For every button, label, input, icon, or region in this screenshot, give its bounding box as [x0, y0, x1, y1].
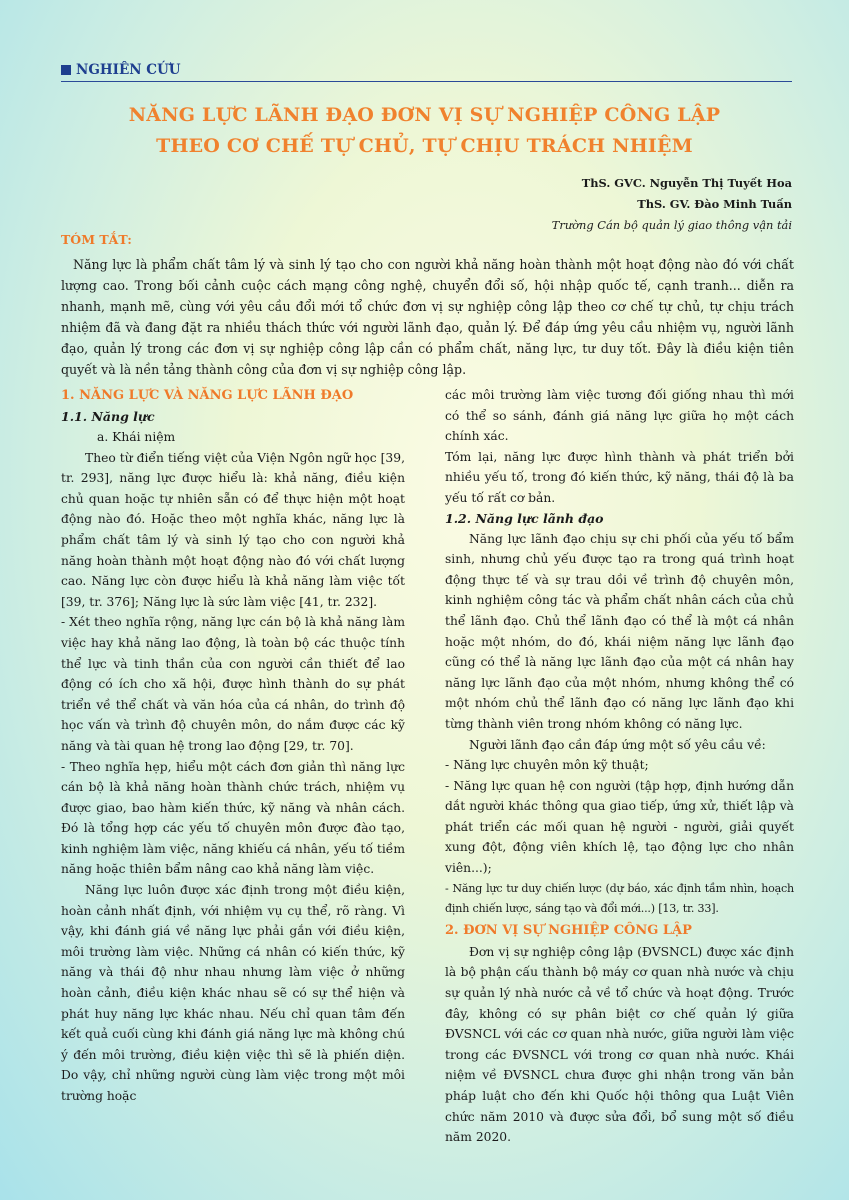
header-rule [61, 81, 792, 82]
paragraph: Năng lực lãnh đạo chịu sự chi phối của yếu tố bẩm sinh, nhưng chủ yếu được tạo ra trong quá trình hoạt động thực tế và sự trau dồi về trình độ chuyên môn, kinh nghiệm công tác và phẩm chất nhân cách của chủ thể lãnh đạo. Chủ thể lãnh đạo có thể là một cá nhân hoặc một nhóm, do đó, khái niệm năng lực lãnh đạo cũng có thể là năng lực lãnh đạo của một cá nhân hay năng lực lãnh đạo của một nhóm, nhưng không thể có một nhóm chủ thể lãnh đạo có năng lực lãnh đạo khi từng thành viên trong nhóm không có năng lực. [445, 531, 794, 731]
authors-block [552, 173, 792, 236]
paragraph: - Theo nghĩa hẹp, hiểu một cách đơn giản thì năng lực cán bộ là khả năng hoàn thành chức trách, nhiệm vụ được giao, bao hàm kiến thức, kỹ năng và nhân cách. Đó là tổng hợp các yếu tố chuyên môn được đào tạo, kinh nghiệm làm việc, năng khiếu cá nhân, yếu tố tiềm năng hoặc thiên bẩm nâng cao khả năng làm việc. [61, 759, 405, 877]
abstract-text: Năng lực là phẩm chất tâm lý và sinh lý tạo cho con người khả năng hoàn thành một hoạt động nào đó với chất lượng cao. Trong bối cảnh cuộc cách mạng công nghệ, chuyển đổi số, hội nhập quốc tế, cạnh tranh... diễn ra nhanh, mạnh mẽ, cùng với yêu cầu đổi mới tổ chức đơn vị sự nghiệp công lập theo cơ chế tự chủ, tự chịu trách nhiệm đã và đang đặt ra nhiều thách thức với người lãnh đạo, quản lý. Để đáp ứng yêu cầu nhiệm vụ, người lãnh đạo, quản lý trong các đơn vị sự nghiệp công lập cần có phẩm chất, năng lực, tư duy tốt. Đây là điều kiện tiên quyết và là nền tảng thành công của đơn vị sự nghiệp công lập. [61, 257, 794, 378]
list-item: - Năng lực quan hệ con người (tập hợp, định hướng dẫn dắt người khác thông qua giao tiếp, ứng xử, thiết lập và phát triển các mối quan hệ người - người, giải quyết xung đột, động viên khích lệ, tạo động lực cho nhân viên...); [445, 778, 794, 876]
author-1: ThS. GVC. Nguyễn Thị Tuyết Hoa [581, 176, 792, 190]
heading-section-1: 1. NĂNG LỰC VÀ NĂNG LỰC LÃNH ĐẠO [61, 388, 354, 403]
heading-1-2: 1.2. Năng lực lãnh đạo [445, 510, 604, 526]
left-column [61, 385, 405, 1107]
section-tag-label: NGHIÊN CỨU [76, 62, 181, 78]
paragraph: Người lãnh đạo cần đáp ứng một số yêu cầu về: [469, 737, 766, 752]
author-2: ThS. GV. Đào Minh Tuấn [637, 197, 792, 211]
affiliation: Trường Cán bộ quản lý giao thông vận tải [551, 218, 792, 232]
title-line-2: THEO CƠ CHẾ TỰ CHỦ, TỰ CHỊU TRÁCH NHIỆM [156, 135, 693, 157]
paragraph: các môi trường làm việc tương đối giống nhau thì mới có thể so sánh, đánh giá năng lực giữa họ một cách chính xác. [445, 388, 794, 444]
heading-1-1: 1.1. Năng lực [61, 409, 155, 424]
right-column [445, 385, 794, 1148]
section-tag [61, 62, 181, 78]
paragraph: - Xét theo nghĩa rộng, năng lực cán bộ là khả năng làm việc hay khả năng lao động, là toàn bộ các thuộc tính thể lực và tinh thần của con người cần thiết để lao động có ích cho xã hội, được hình thành do sự phát triển về thể chất và văn hóa của cá nhân, do trình độ học vấn và trình độ chuyên môn, do nắm được các kỹ năng và tài quan hệ trong lao động [29, tr. 70]. [61, 615, 405, 753]
paragraph: Năng lực luôn được xác định trong một điều kiện, hoàn cảnh nhất định, với nhiệm vụ cụ thể, rõ ràng. Vì vậy, khi đánh giá về năng lực phải gắn với điều kiện, môi trường làm việc. Những cá nhân có kiến thức, kỹ năng và thái độ như nhau nhưng làm việc ở những hoàn cảnh, điều kiện khác nhau sẽ có sự thể hiện và phát huy năng lực khác nhau. Nếu chỉ quan tâm đến kết quả cuối cùng khi đánh giá năng lực mà không chú ý đến môi trường, điều kiện việc thì sẽ là phiến diện. Do vậy, chỉ những người cùng làm việc trong một môi trường hoặc [61, 883, 405, 1103]
square-bullet-icon [61, 65, 71, 75]
paragraph: Tóm lại, năng lực được hình thành và phát triển bởi nhiều yếu tố, trong đó kiến thức, kỹ năng, thái độ là ba yếu tố rất cơ bản. [445, 449, 794, 505]
sub-heading-a: a. Khái niệm [97, 430, 176, 444]
paragraph: Theo từ điển tiếng việt của Viện Ngôn ngữ học [39, tr. 293], năng lực được hiểu là: khả năng, điều kiện chủ quan hoặc tự nhiên sẵn có để thực hiện một hoạt động nào đó. Hoặc theo một nghĩa khác, năng lực là phẩm chất tâm lý và sinh lý tạo cho con người khả năng hoàn thành một hoạt động nào đó với chất lượng cao. Năng lực còn được hiểu là khả năng làm việc tốt [39, tr. 376]; Năng lực là sức làm việc [41, tr. 232]. [61, 450, 405, 609]
paragraph: Đơn vị sự nghiệp công lập (ĐVSNCL) được xác định là bộ phận cấu thành bộ máy cơ quan nhà nước và chịu sự quản lý nhà nước cả về tổ chức và hoạt động. Trước đây, không có sự phân biệt cơ chế quản lý giữa ĐVSNCL với các cơ quan nhà nước, giữa người làm việc trong các ĐVSNCL với trong cơ quan nhà nước. Khái niệm về ĐVSNCL chưa được ghi nhận trong văn bản pháp luật cho đến khi Quốc hội thông qua Luật Viên chức năm 2010 và được sửa đổi, bổ sung một số điều năm 2020. [445, 944, 794, 1145]
list-item: - Năng lực chuyên môn kỹ thuật; [445, 758, 649, 773]
abstract-label: TÓM TẮT: [61, 232, 132, 247]
heading-section-2: 2. ĐƠN VỊ SỰ NGHIỆP CÔNG LẬP [445, 922, 692, 938]
list-item: - Năng lực tư duy chiến lược (dự báo, xác định tầm nhìn, hoạch định chiến lược, sáng tạo và đổi mới...) [13, tr. 33]. [445, 881, 794, 916]
article-title [60, 100, 789, 162]
title-line-1: NĂNG LỰC LÃNH ĐẠO ĐƠN VỊ SỰ NGHIỆP CÔNG LẬP [128, 104, 721, 126]
